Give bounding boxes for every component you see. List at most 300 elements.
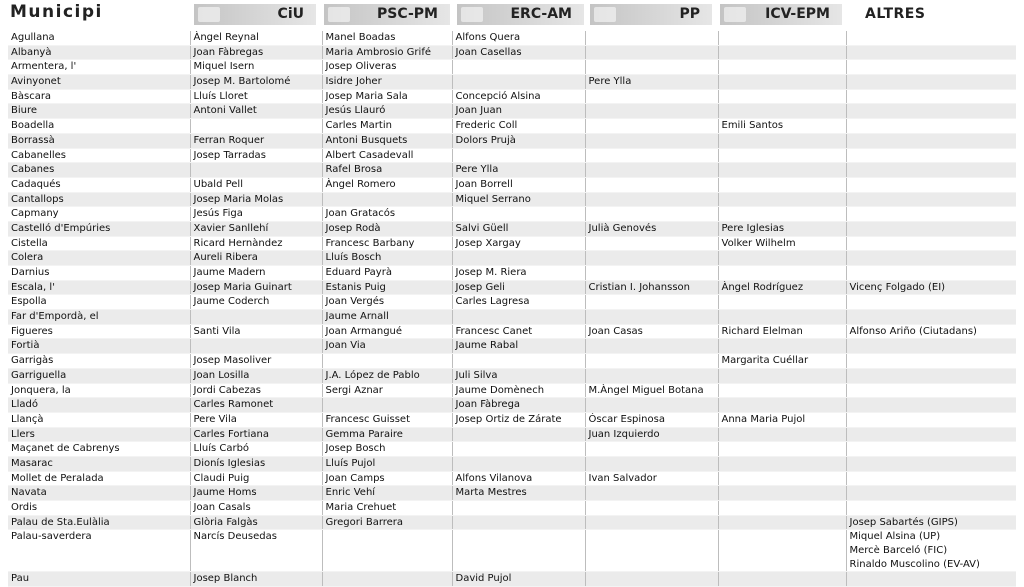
cell-municipi: Figueres xyxy=(8,324,190,339)
cell-municipi: Jonquera, la xyxy=(8,383,190,398)
cell-erc: Joan Fàbrega xyxy=(452,398,585,413)
psc-logo-icon xyxy=(328,7,350,22)
cell-altres: Alfonso Ariño (Ciutadans) xyxy=(846,324,1016,339)
cell-icv xyxy=(718,104,846,119)
cell-altres xyxy=(846,148,1016,163)
cell-municipi: Bàscara xyxy=(8,89,190,104)
cell-municipi: Albanyà xyxy=(8,45,190,60)
cell-altres-line: Rinaldo Muscolino (EV-AV) xyxy=(849,558,980,570)
table-row xyxy=(8,572,1016,587)
cell-ciu: Jaume Madern xyxy=(190,266,322,281)
cell-pp xyxy=(585,148,718,163)
cell-psc: Isidre Joher xyxy=(322,75,452,90)
cell-pp xyxy=(585,515,718,530)
cell-erc: Jaume Domènech xyxy=(452,383,585,398)
cell-ciu: Lluís Carbó xyxy=(190,442,322,457)
cell-psc: Jaume Arnall xyxy=(322,310,452,325)
table-row xyxy=(8,398,1016,413)
cell-icv xyxy=(718,31,846,45)
cell-icv xyxy=(718,45,846,60)
cell-municipi: Palau-saverdera xyxy=(8,530,190,572)
cell-altres xyxy=(846,456,1016,471)
cell-psc: Maria Ambrosio Grifé xyxy=(322,45,452,60)
cell-ciu: Dionís Iglesias xyxy=(190,456,322,471)
cell-ciu: Claudi Puig xyxy=(190,471,322,486)
cell-icv xyxy=(718,89,846,104)
cell-erc: Alfons Quera xyxy=(452,31,585,45)
cell-municipi: Escala, l' xyxy=(8,280,190,295)
cell-psc xyxy=(322,572,452,587)
cell-pp: Pere Ylla xyxy=(585,75,718,90)
cell-icv xyxy=(718,442,846,457)
cell-pp: Joan Casas xyxy=(585,324,718,339)
cell-municipi: Masarac xyxy=(8,456,190,471)
cell-municipi: Llers xyxy=(8,427,190,442)
cell-altres xyxy=(846,251,1016,266)
cell-pp xyxy=(585,192,718,207)
cell-icv xyxy=(718,398,846,413)
cell-ciu: Carles Fortiana xyxy=(190,427,322,442)
cell-psc: Francesc Barbany xyxy=(322,236,452,251)
cell-pp xyxy=(585,295,718,310)
cell-pp xyxy=(585,572,718,587)
cell-erc: Salvi Güell xyxy=(452,221,585,236)
cell-psc: Rafel Brosa xyxy=(322,163,452,178)
cell-altres xyxy=(846,501,1016,516)
cell-municipi: Cantallops xyxy=(8,192,190,207)
cell-pp: Cristian I. Johansson xyxy=(585,280,718,295)
cell-municipi: Lladó xyxy=(8,398,190,413)
cell-ciu: Glòria Falgàs xyxy=(190,515,322,530)
cell-ciu: Ferran Roquer xyxy=(190,133,322,148)
cell-psc xyxy=(322,398,452,413)
cell-icv xyxy=(718,133,846,148)
cell-municipi: Agullana xyxy=(8,31,190,45)
cell-pp xyxy=(585,486,718,501)
candidates-table xyxy=(8,31,1016,587)
cell-icv xyxy=(718,530,846,572)
cell-psc: Lluís Pujol xyxy=(322,456,452,471)
cell-icv xyxy=(718,148,846,163)
table-row xyxy=(8,45,1016,60)
cell-altres xyxy=(846,119,1016,134)
cell-ciu xyxy=(190,119,322,134)
cell-psc: Joan Armangué xyxy=(322,324,452,339)
cell-municipi: Boadella xyxy=(8,119,190,134)
cell-municipi: Llançà xyxy=(8,412,190,427)
cell-pp: Julià Genovés xyxy=(585,221,718,236)
cell-altres xyxy=(846,133,1016,148)
cell-pp xyxy=(585,89,718,104)
cell-altres xyxy=(846,163,1016,178)
cell-ciu: Àngel Reynal xyxy=(190,31,322,45)
icv-logo-icon xyxy=(724,7,746,22)
cell-icv xyxy=(718,163,846,178)
cell-municipi: Cistella xyxy=(8,236,190,251)
table-row xyxy=(8,60,1016,75)
cell-psc: Sergi Aznar xyxy=(322,383,452,398)
cell-altres xyxy=(846,339,1016,354)
cell-icv: Emili Santos xyxy=(718,119,846,134)
cell-psc: Jesús Llauró xyxy=(322,104,452,119)
cell-municipi: Fortià xyxy=(8,339,190,354)
cell-erc: Pere Ylla xyxy=(452,163,585,178)
cell-altres xyxy=(846,236,1016,251)
table-row xyxy=(8,501,1016,516)
cell-pp xyxy=(585,442,718,457)
cell-altres xyxy=(846,398,1016,413)
table-row xyxy=(8,427,1016,442)
cell-erc: Josep M. Riera xyxy=(452,266,585,281)
cell-pp: Óscar Espinosa xyxy=(585,412,718,427)
cell-erc: Joan Casellas xyxy=(452,45,585,60)
cell-ciu: Pere Vila xyxy=(190,412,322,427)
cell-municipi: Capmany xyxy=(8,207,190,222)
cell-psc: Josep Maria Sala xyxy=(322,89,452,104)
cell-erc: Josep Geli xyxy=(452,280,585,295)
cell-psc: Josep Bosch xyxy=(322,442,452,457)
cell-psc xyxy=(322,530,452,572)
cell-altres xyxy=(846,427,1016,442)
cell-municipi: Maçanet de Cabrenys xyxy=(8,442,190,457)
cell-ciu: Lluís Lloret xyxy=(190,89,322,104)
cell-ciu: Jaume Coderch xyxy=(190,295,322,310)
cell-ciu: Josep Blanch xyxy=(190,572,322,587)
cell-erc: Francesc Canet xyxy=(452,324,585,339)
cell-ciu xyxy=(190,310,322,325)
cell-altres xyxy=(846,442,1016,457)
cell-altres xyxy=(846,471,1016,486)
cell-erc xyxy=(452,501,585,516)
cell-altres xyxy=(846,60,1016,75)
cell-psc: Lluís Bosch xyxy=(322,251,452,266)
cell-icv: Anna Maria Pujol xyxy=(718,412,846,427)
cell-ciu: Santi Vila xyxy=(190,324,322,339)
cell-pp: Juan Izquierdo xyxy=(585,427,718,442)
cell-icv xyxy=(718,295,846,310)
table-row xyxy=(8,75,1016,90)
table-row xyxy=(8,412,1016,427)
cell-erc xyxy=(452,354,585,369)
cell-pp xyxy=(585,119,718,134)
cell-erc xyxy=(452,148,585,163)
cell-psc: Joan Gratacós xyxy=(322,207,452,222)
cell-psc: Gemma Paraire xyxy=(322,427,452,442)
header-icv: ICV-EPM xyxy=(720,4,842,25)
cell-altres xyxy=(846,45,1016,60)
cell-pp xyxy=(585,339,718,354)
header-altres: ALTRES xyxy=(865,6,926,22)
table-row xyxy=(8,295,1016,310)
cell-icv xyxy=(718,501,846,516)
cell-ciu: Joan Losilla xyxy=(190,368,322,383)
cell-pp: M.Àngel Miguel Botana xyxy=(585,383,718,398)
cell-altres-line: Miquel Alsina (UP) xyxy=(849,531,941,543)
cell-icv xyxy=(718,60,846,75)
cell-ciu: Aureli Ribera xyxy=(190,251,322,266)
table-row xyxy=(8,515,1016,530)
cell-ciu: Joan Casals xyxy=(190,501,322,516)
cell-ciu: Jaume Homs xyxy=(190,486,322,501)
cell-altres xyxy=(846,192,1016,207)
cell-psc: Joan Vergés xyxy=(322,295,452,310)
cell-municipi: Navata xyxy=(8,486,190,501)
cell-municipi: Far d'Empordà, el xyxy=(8,310,190,325)
cell-altres xyxy=(846,412,1016,427)
table-header xyxy=(0,0,1024,30)
cell-psc: Gregori Barrera xyxy=(322,515,452,530)
cell-icv: Richard Elelman xyxy=(718,324,846,339)
cell-pp xyxy=(585,133,718,148)
cell-pp xyxy=(585,31,718,45)
cell-psc xyxy=(322,192,452,207)
table-row xyxy=(8,133,1016,148)
cell-psc: Àngel Romero xyxy=(322,177,452,192)
table-row xyxy=(8,339,1016,354)
cell-municipi: Biure xyxy=(8,104,190,119)
table-row xyxy=(8,177,1016,192)
table-row xyxy=(8,148,1016,163)
table-row xyxy=(8,530,1016,572)
cell-municipi: Colera xyxy=(8,251,190,266)
cell-icv xyxy=(718,572,846,587)
cell-psc: Antoni Busquets xyxy=(322,133,452,148)
cell-municipi: Garrigàs xyxy=(8,354,190,369)
erc-logo-icon xyxy=(461,7,483,22)
cell-erc xyxy=(452,310,585,325)
table-row xyxy=(8,471,1016,486)
cell-ciu: Josep Maria Guinart xyxy=(190,280,322,295)
cell-icv: Àngel Rodríguez xyxy=(718,280,846,295)
cell-pp xyxy=(585,530,718,572)
cell-icv xyxy=(718,75,846,90)
cell-psc: Estanis Puig xyxy=(322,280,452,295)
header-erc: ERC-AM xyxy=(457,4,584,25)
cell-altres xyxy=(846,383,1016,398)
cell-erc xyxy=(452,207,585,222)
cell-altres xyxy=(846,221,1016,236)
cell-altres xyxy=(846,310,1016,325)
cell-icv: Volker Wilhelm xyxy=(718,236,846,251)
cell-ciu xyxy=(190,163,322,178)
cell-psc: Eduard Payrà xyxy=(322,266,452,281)
table-row xyxy=(8,104,1016,119)
table-row xyxy=(8,236,1016,251)
header-psc: PSC-PM xyxy=(324,4,450,25)
table-row xyxy=(8,192,1016,207)
cell-ciu xyxy=(190,339,322,354)
cell-ciu: Xavier Sanllehí xyxy=(190,221,322,236)
cell-altres xyxy=(846,572,1016,587)
table-row xyxy=(8,280,1016,295)
table-body xyxy=(8,31,1016,587)
cell-icv: Pere Iglesias xyxy=(718,221,846,236)
cell-icv xyxy=(718,427,846,442)
header-ciu: CiU xyxy=(194,4,316,25)
cell-altres xyxy=(846,368,1016,383)
pp-logo-icon xyxy=(594,7,616,22)
cell-altres: Vicenç Folgado (EI) xyxy=(846,280,1016,295)
cell-pp xyxy=(585,398,718,413)
cell-altres xyxy=(846,31,1016,45)
table-row xyxy=(8,251,1016,266)
cell-altres xyxy=(846,486,1016,501)
cell-pp xyxy=(585,45,718,60)
table-row xyxy=(8,119,1016,134)
cell-erc: Concepció Alsina xyxy=(452,89,585,104)
table-row xyxy=(8,383,1016,398)
cell-icv: Margarita Cuéllar xyxy=(718,354,846,369)
table-row xyxy=(8,354,1016,369)
cell-altres xyxy=(846,295,1016,310)
cell-municipi: Palau de Sta.Eulàlia xyxy=(8,515,190,530)
cell-municipi: Espolla xyxy=(8,295,190,310)
cell-ciu: Ricard Hernàndez xyxy=(190,236,322,251)
table-row xyxy=(8,442,1016,457)
cell-altres: Josep Sabartés (GIPS) xyxy=(846,515,1016,530)
cell-municipi: Ordis xyxy=(8,501,190,516)
cell-psc: Josep Rodà xyxy=(322,221,452,236)
cell-pp xyxy=(585,163,718,178)
cell-pp xyxy=(585,251,718,266)
cell-erc: Josep Ortiz de Zárate xyxy=(452,412,585,427)
cell-municipi: Mollet de Peralada xyxy=(8,471,190,486)
cell-pp xyxy=(585,456,718,471)
table-row xyxy=(8,221,1016,236)
cell-psc xyxy=(322,354,452,369)
cell-icv xyxy=(718,368,846,383)
cell-erc: Alfons Vilanova xyxy=(452,471,585,486)
cell-altres xyxy=(846,104,1016,119)
cell-municipi: Avinyonet xyxy=(8,75,190,90)
cell-municipi: Castelló d'Empúries xyxy=(8,221,190,236)
cell-erc: Jaume Rabal xyxy=(452,339,585,354)
cell-icv xyxy=(718,177,846,192)
cell-icv xyxy=(718,486,846,501)
cell-pp xyxy=(585,368,718,383)
cell-erc: Marta Mestres xyxy=(452,486,585,501)
cell-psc: Maria Crehuet xyxy=(322,501,452,516)
table-row xyxy=(8,266,1016,281)
cell-psc: Joan Camps xyxy=(322,471,452,486)
cell-icv xyxy=(718,251,846,266)
cell-icv xyxy=(718,192,846,207)
cell-pp xyxy=(585,354,718,369)
cell-erc: Frederic Coll xyxy=(452,119,585,134)
cell-erc xyxy=(452,530,585,572)
cell-icv xyxy=(718,383,846,398)
cell-municipi: Cadaqués xyxy=(8,177,190,192)
cell-altres-line: Mercè Barceló (FIC) xyxy=(849,545,948,557)
cell-ciu: Ubald Pell xyxy=(190,177,322,192)
cell-erc xyxy=(452,442,585,457)
cell-icv xyxy=(718,515,846,530)
cell-psc: Josep Oliveras xyxy=(322,60,452,75)
cell-ciu: Miquel Isern xyxy=(190,60,322,75)
cell-erc: Carles Lagresa xyxy=(452,295,585,310)
cell-erc xyxy=(452,251,585,266)
cell-municipi: Cabanelles xyxy=(8,148,190,163)
cell-erc: Joan Juan xyxy=(452,104,585,119)
cell-erc: Juli Silva xyxy=(452,368,585,383)
cell-altres xyxy=(846,354,1016,369)
cell-psc: Joan Via xyxy=(322,339,452,354)
cell-municipi: Garriguella xyxy=(8,368,190,383)
cell-psc: Francesc Guisset xyxy=(322,412,452,427)
table-row xyxy=(8,324,1016,339)
cell-pp: Ivan Salvador xyxy=(585,471,718,486)
cell-municipi: Armentera, l' xyxy=(8,60,190,75)
cell-erc xyxy=(452,75,585,90)
cell-erc xyxy=(452,60,585,75)
cell-ciu: Carles Ramonet xyxy=(190,398,322,413)
table-row xyxy=(8,368,1016,383)
cell-pp xyxy=(585,266,718,281)
header-pp: PP xyxy=(590,4,712,25)
cell-altres xyxy=(846,89,1016,104)
cell-erc xyxy=(452,456,585,471)
cell-erc: Miquel Serrano xyxy=(452,192,585,207)
ciu-logo-icon xyxy=(198,7,220,22)
cell-psc: Carles Martin xyxy=(322,119,452,134)
cell-icv xyxy=(718,207,846,222)
cell-icv xyxy=(718,456,846,471)
cell-altres xyxy=(846,75,1016,90)
cell-erc: David Pujol xyxy=(452,572,585,587)
header-municipi: Municipi xyxy=(10,2,103,22)
cell-ciu: Josep Masoliver xyxy=(190,354,322,369)
cell-ciu: Joan Fàbregas xyxy=(190,45,322,60)
cell-altres xyxy=(846,207,1016,222)
cell-psc: Albert Casadevall xyxy=(322,148,452,163)
cell-ciu: Jordi Cabezas xyxy=(190,383,322,398)
cell-pp xyxy=(585,207,718,222)
cell-erc: Dolors Prujà xyxy=(452,133,585,148)
cell-ciu: Narcís Deusedas xyxy=(190,530,322,572)
cell-pp xyxy=(585,60,718,75)
cell-pp xyxy=(585,501,718,516)
cell-altres xyxy=(846,177,1016,192)
cell-altres xyxy=(846,530,1016,572)
cell-pp xyxy=(585,310,718,325)
cell-municipi: Cabanes xyxy=(8,163,190,178)
cell-municipi: Pau xyxy=(8,572,190,587)
cell-municipi: Darnius xyxy=(8,266,190,281)
cell-ciu: Josep Tarradas xyxy=(190,148,322,163)
cell-erc xyxy=(452,515,585,530)
cell-psc: Enric Vehí xyxy=(322,486,452,501)
cell-psc: Manel Boadas xyxy=(322,31,452,45)
cell-pp xyxy=(585,104,718,119)
table-row xyxy=(8,31,1016,45)
cell-pp xyxy=(585,236,718,251)
cell-pp xyxy=(585,177,718,192)
table-row xyxy=(8,486,1016,501)
cell-ciu: Antoni Vallet xyxy=(190,104,322,119)
cell-ciu: Josep M. Bartolomé xyxy=(190,75,322,90)
cell-icv xyxy=(718,471,846,486)
cell-erc xyxy=(452,427,585,442)
cell-icv xyxy=(718,339,846,354)
table-row xyxy=(8,207,1016,222)
cell-ciu: Jesús Figa xyxy=(190,207,322,222)
cell-psc: J.A. López de Pablo xyxy=(322,368,452,383)
cell-icv xyxy=(718,310,846,325)
table-row xyxy=(8,89,1016,104)
table-row xyxy=(8,163,1016,178)
table-row xyxy=(8,456,1016,471)
cell-ciu: Josep Maria Molas xyxy=(190,192,322,207)
